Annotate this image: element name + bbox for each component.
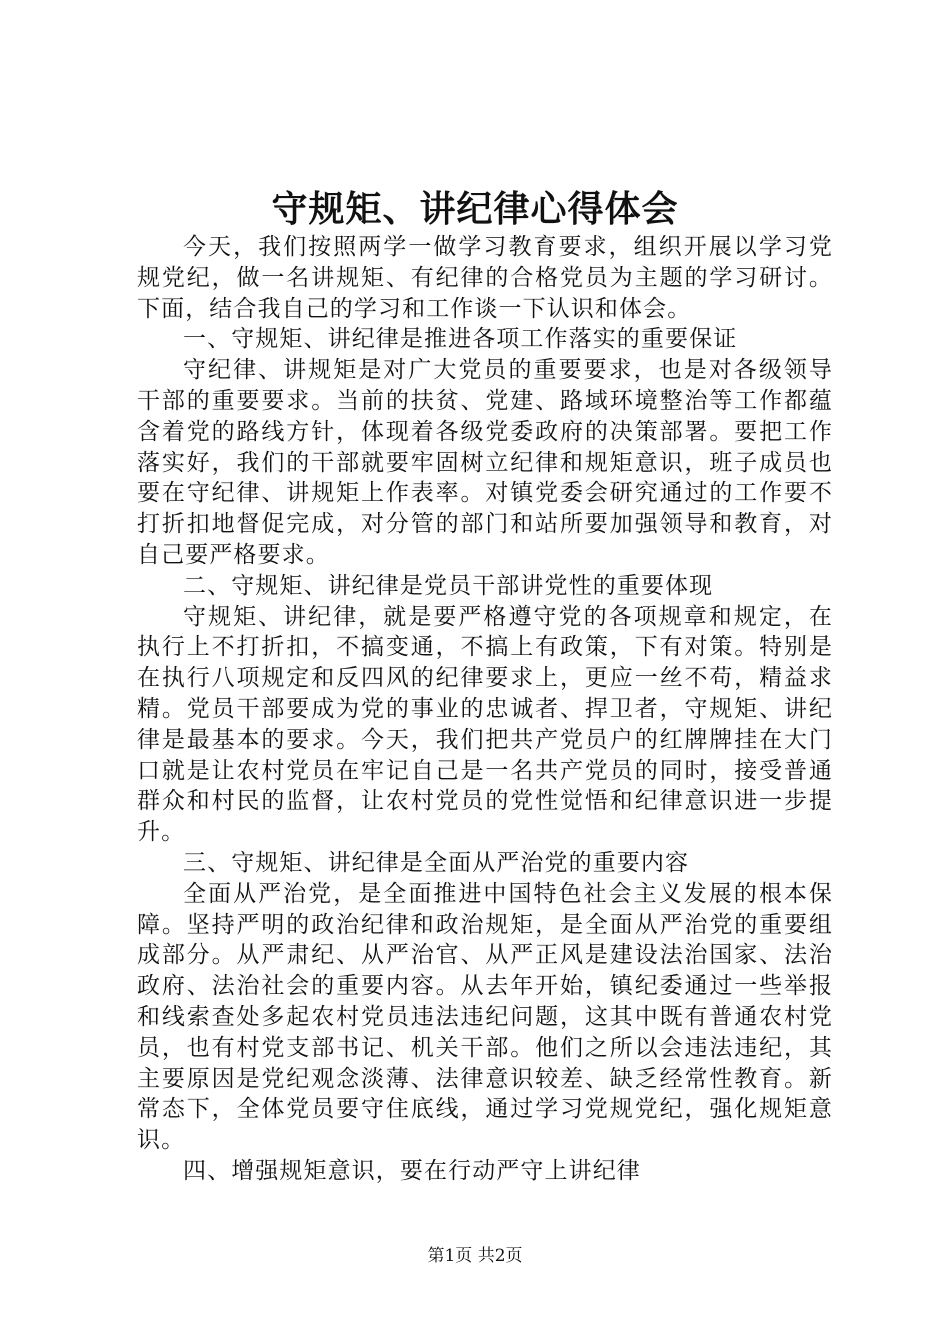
- page-title: 守规矩、讲纪律心得体会: [271, 188, 679, 230]
- paragraph-intro: 今天，我们按照两学一做学习教育要求，组织开展以学习党规党纪，做一名讲规矩、有纪律的合格党员为主题的学习研讨。下面，结合我自己的学习和工作谈一下认识和体会。: [137, 234, 833, 322]
- section-heading-2: 二、守规矩、讲纪律是党员干部讲党性的重要体现: [183, 572, 714, 599]
- paragraph-section-1: 守纪律、讲规矩是对广大党员的重要要求，也是对各级领导干部的重要要求。当前的扶贫、党建、路域环境整治等工作都蕴含着党的路线方针，体现着各级党委政府的决策部署。要把工作落实好，我们的干部就要牢固树立纪律和规矩意识，班子成员也要在守纪律、讲规矩上作表率。对镇党委会研究通过的工作要不打折扣地督促完成，对分管的部门和站所要加强领导和教育，对自己要严格要求。: [137, 357, 833, 568]
- paragraph-section-2: 守规矩、讲纪律，就是要严格遵守党的各项规章和规定，在执行上不打折扣，不搞变通，不搞上有政策，下有对策。特别是在执行八项规定和反四风的纪律要求上，更应一丝不苟，精益求精。党员干部要成为党的事业的忠诚者、捍卫者，守规矩、讲纪律是最基本的要求。今天，我们把共产党员户的红牌牌挂在大门口就是让农村党员在牢记自己是一名共产党员的同时，接受普通群众和村民的监督，让农村党员的党性觉悟和纪律意识进一步提升。: [137, 603, 833, 846]
- section-heading-1: 一、守规矩、讲纪律是推进各项工作落实的重要保证: [183, 326, 738, 353]
- section-heading-4: 四、增强规矩意识，要在行动严守上讲纪律: [183, 1157, 641, 1184]
- document-body: [137, 232, 833, 1187]
- section-heading-3: 三、守规矩、讲纪律是全面从严治党的重要内容: [183, 849, 690, 876]
- paragraph-section-3: 全面从严治党，是全面推进中国特色社会主义发展的根本保障。坚持严明的政治纪律和政治规矩，是全面从严治党的重要组成部分。从严肃纪、从严治官、从严正风是建设法治国家、法治政府、法治社会的重要内容。从去年开始，镇纪委通过一些举报和线索查处多起农村党员违法违纪问题，这其中既有普通农村党员，也有村党支部书记、机关干部。他们之所以会违法违纪，其主要原因是党纪观念淡薄、法律意识较差、缺乏经常性教育。新常态下，全体党员要守住底线，通过学习党规党纪，强化规矩意识。: [137, 880, 833, 1154]
- page-number-footer: 第1页 共2页: [427, 1246, 523, 1266]
